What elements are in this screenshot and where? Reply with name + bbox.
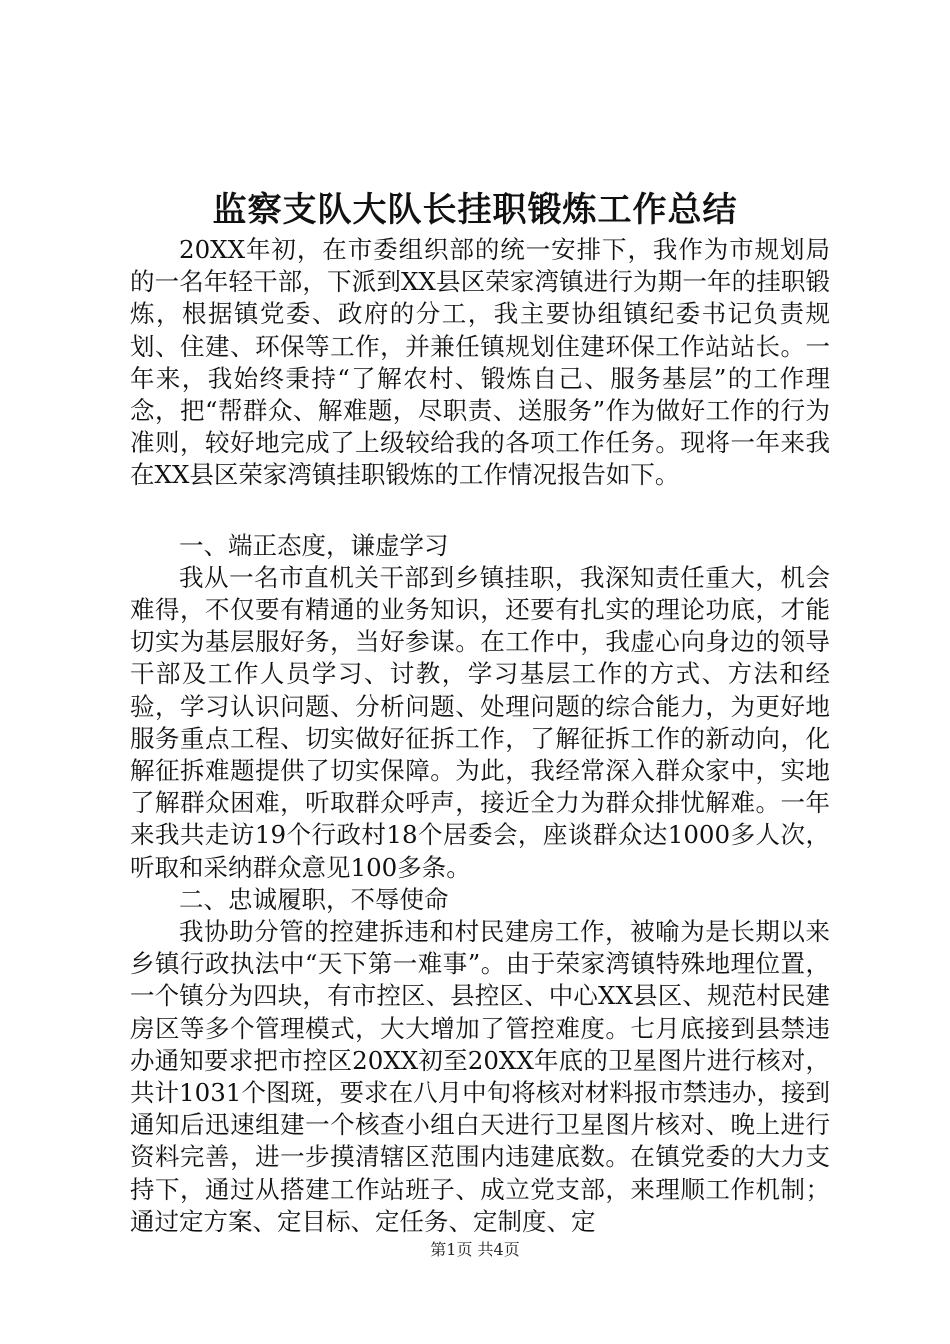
document-title: 监察支队大队长挂职锻炼工作总结 bbox=[212, 190, 738, 230]
intro-paragraph: 20XX年初，在市委组织部的统一安排下，我作为市规划局的一名年轻干部，下派到XX县区荣家湾镇进行为期一年的挂职锻炼，根据镇党委、政府的分工，我主要协组镇纪委书记负责规划、住建、环保等工作，并兼任镇规划住建环保工作站站长。一年来，我始终秉持“了解农村、锻炼自己、服务基层”的工作理念，把“帮群众、解难题，尽职责、送服务”作为做好工作的行为准则，较好地完成了上级较给我的各项工作任务。现将一年来我在XX县区荣家湾镇挂职锻炼的工作情况报告如下。 bbox=[130, 235, 830, 490]
section-1-paragraph: 我从一名市直机关干部到乡镇挂职，我深知责任重大，机会难得，不仅要有精通的业务知识，还要有扎实的理论功底，才能切实为基层服好务，当好参谋。在工作中，我虚心向身边的领导干部及工作人员学习、讨教，学习基层工作的方式、方法和经验，学习认识问题、分析问题、处理问题的综合能力，为更好地服务重点工程、切实做好征拆工作，了解征拆工作的新动向，化解征拆难题提供了切实保障。为此，我经常深入群众家中，实地了解群众困难，听取群众呼声，接近全力为群众排忧解难。一年来我共走访19个行政村18个居委会，座谈群众达1000多人次，听取和采纳群众意见100多条。 bbox=[130, 562, 830, 882]
section-heading-1: 一、端正态度，谦虚学习 bbox=[179, 530, 449, 560]
page-footer: 第1页 共4页 bbox=[430, 1240, 520, 1259]
section-2-paragraph: 我协助分管的控建拆违和村民建房工作，被喻为是长期以来乡镇行政执法中“天下第一难事”。由于荣家湾镇特殊地理位置，一个镇分为四块，有市控区、县控区、中心XX县区、规范村民建房区等多个管理模式，大大增加了管控难度。七月底接到县禁违办通知要求把市控区20XX初至20XX年底的卫星图片进行核对，共计1031个图斑，要求在八月中旬将核对材料报市禁违办，接到通知后迅速组建一个核查小组白天进行卫星图片核对、晚上进行资料完善，进一步摸清辖区范围内违建底数。在镇党委的大力支持下，通过从搭建工作站班子、成立党支部，来理顺工作机制；通过定方案、定目标、定任务、定制度、定 bbox=[130, 917, 830, 1236]
section-heading-2: 二、忠诚履职，不辱使命 bbox=[179, 884, 449, 914]
paragraph-spacer bbox=[130, 492, 830, 530]
document-body bbox=[130, 234, 830, 1238]
